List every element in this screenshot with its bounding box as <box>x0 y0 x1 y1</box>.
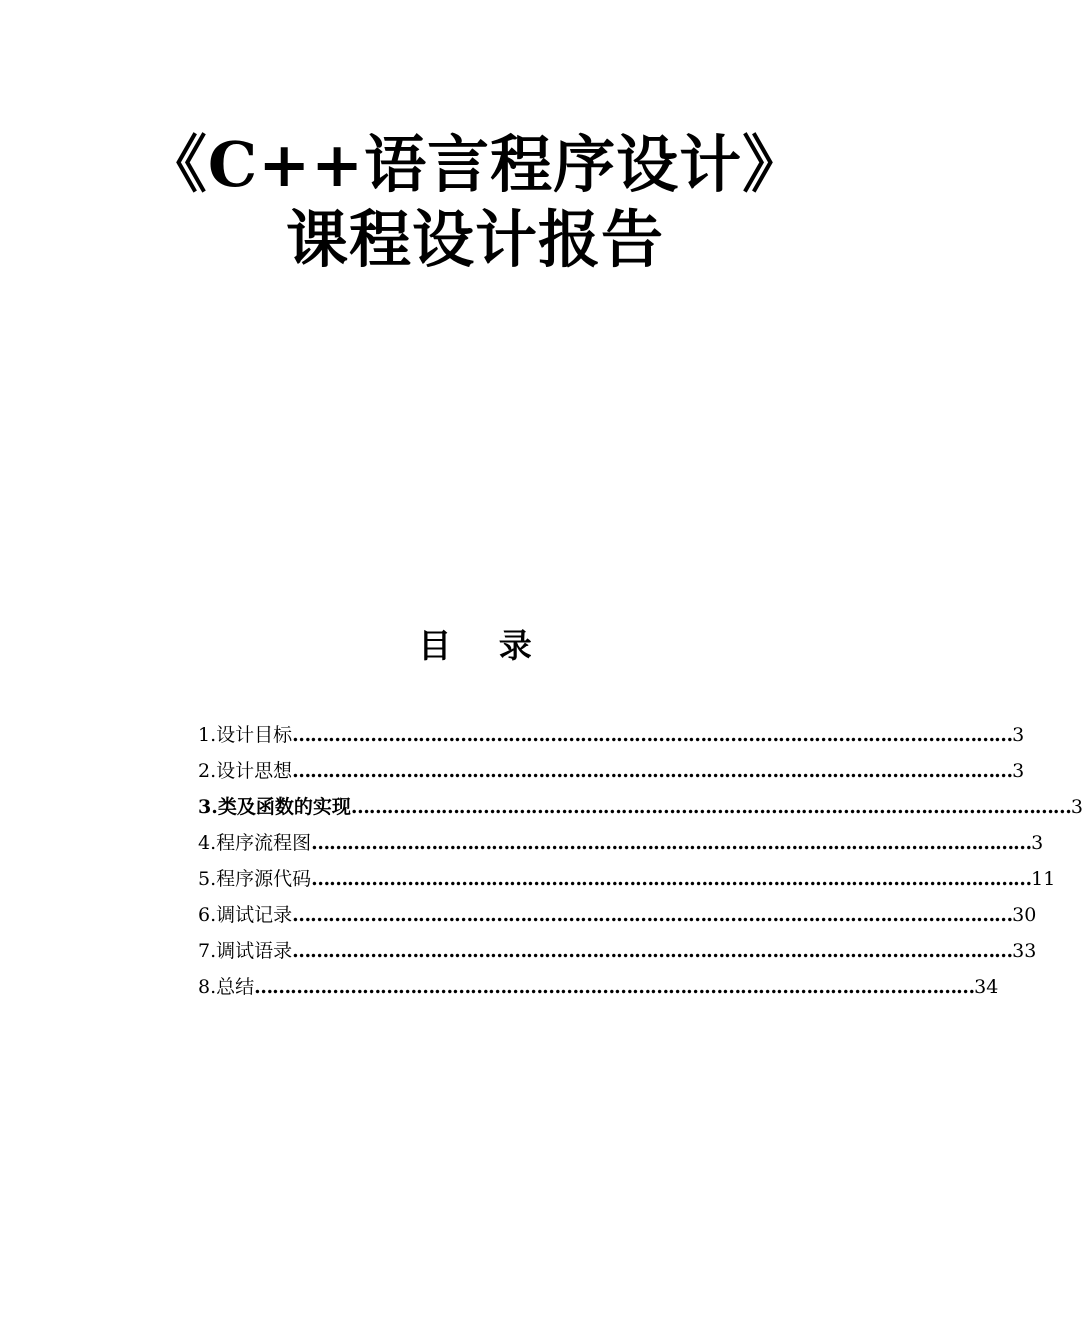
toc-page-number: 11 <box>1031 868 1056 890</box>
toc-item-design-goal[interactable] <box>198 718 1025 754</box>
toc-page-number: 3 <box>1012 760 1025 782</box>
toc-leader-dots: ………………………………………………………………………………………………………… <box>292 760 1013 782</box>
toc-leader-dots: ………………………………………………………………………………………………………… <box>311 868 1032 890</box>
toc-page-number: 30 <box>1012 904 1037 926</box>
toc-item-flowchart[interactable] <box>198 826 1044 862</box>
toc-leader-dots: ………………………………………………………………………………………………………… <box>292 724 1013 746</box>
toc-item-debug-record[interactable] <box>198 898 1037 934</box>
toc-item-design-idea[interactable] <box>198 754 1025 790</box>
toc-page-number: 34 <box>974 976 999 998</box>
toc-item-source-code[interactable] <box>198 862 1056 898</box>
toc-item-debug-quotes[interactable] <box>198 934 1037 970</box>
toc-leader-dots: ………………………………………………………………………………………………………… <box>292 904 1013 926</box>
table-of-contents <box>198 718 1083 1006</box>
toc-page-number: 3 <box>1031 832 1044 854</box>
toc-leader-dots: ………………………………………………………………………………………………………… <box>254 976 975 998</box>
toc-leader-dots: ………………………………………………………………………………………………………… <box>350 796 1071 818</box>
toc-item-classes-functions[interactable] <box>198 790 1083 826</box>
report-title-line-2: 课程设计报告 <box>285 203 664 276</box>
toc-item-label: 1.设计目标 <box>198 724 293 746</box>
toc-leader-dots: ………………………………………………………………………………………………………… <box>311 832 1032 854</box>
toc-item-label: 2.设计思想 <box>198 760 293 782</box>
toc-page-number: 3 <box>1012 724 1025 746</box>
toc-item-label: 6.调试记录 <box>198 904 293 926</box>
toc-item-label: 8.总结 <box>198 976 255 998</box>
toc-item-summary[interactable] <box>198 970 999 1006</box>
toc-item-label: 7.调试语录 <box>198 940 293 962</box>
toc-item-label: 5.程序源代码 <box>198 868 312 890</box>
toc-item-label: 4.程序流程图 <box>198 832 312 854</box>
toc-heading: 目 录 <box>418 626 550 665</box>
toc-leader-dots: ………………………………………………………………………………………………………… <box>292 940 1013 962</box>
toc-page-number: 3 <box>1070 796 1083 818</box>
toc-item-label: 3.类及函数的实现 <box>198 796 351 818</box>
report-title-line-1: 《C++语言程序设计》 <box>144 128 806 201</box>
toc-page-number: 33 <box>1012 940 1037 962</box>
